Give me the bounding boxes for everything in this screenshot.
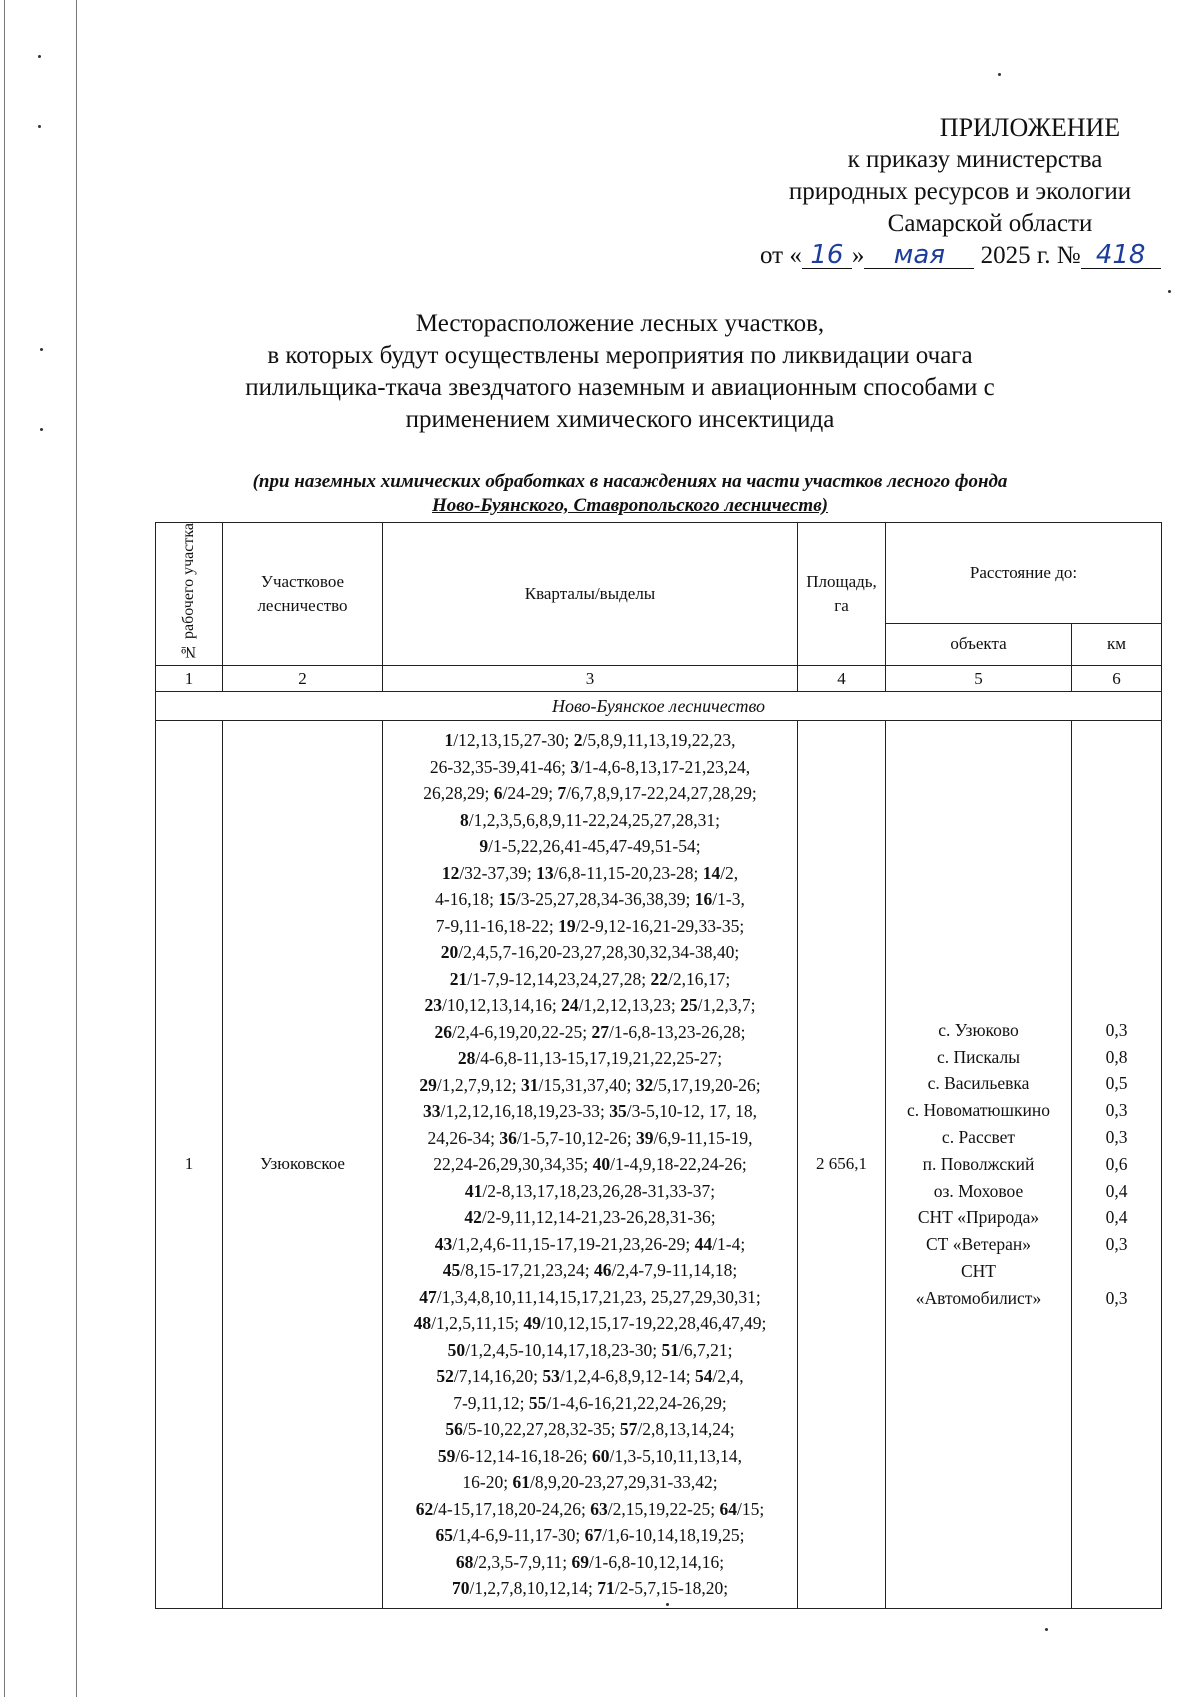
column-number: 4 [798,666,886,692]
column-number-row [156,666,1162,692]
table-row [156,721,1162,1609]
quarters-line: 65/1,4-6,9-11,17-30; 67/1,6-10,14,18,19,25; [435,1525,745,1546]
object-item: СНТ «Природа» [917,1207,1040,1228]
header-km: км [1072,623,1162,665]
km-item: 0,8 [1105,1046,1128,1067]
object-item: с. Пискалы [937,1046,1020,1067]
object-item: с. Узюково [938,1019,1019,1040]
object-item: «Автомобилист» [915,1287,1042,1308]
quarters-line: 43/1,2,4,6-11,15-17,19-21,23,26-29; 44/1-4; [434,1233,746,1254]
order-number-handwritten: 418 [1081,242,1161,269]
column-number: 3 [383,666,798,692]
order-year-number-label: 2025 г. № [980,242,1081,269]
quarters-line: 20/2,4,5,7-16,20-23,27,28,30,32,34-38,40; [440,942,740,963]
order-date-prefix: от « [760,242,802,269]
plot-number: 1 [156,721,223,1609]
objects-list [886,721,1072,1609]
column-number: 2 [223,666,383,692]
header-plot-number-text: № рабочего участка [180,523,197,661]
header-district: Участковое лесничество [223,523,383,666]
header-area: Площадь, га [798,523,886,666]
quarters-line: 7-9,11-16,18-22; 19/2-9,12-16,21-29,33-35; [435,915,745,936]
appendix-line-order: к приказу министерства [847,146,1103,173]
scan-speck [40,348,43,351]
quarters-line: 7-9,11,12; 55/1-4,6-16,21,22,24-26,29; [453,1392,727,1413]
quarters-line: 45/8,15-17,21,23,24; 46/2,4-7,9-11,14,18; [442,1260,738,1281]
object-item: с. Рассвет [941,1127,1016,1148]
km-item: 0,6 [1105,1153,1128,1174]
quarters-line: 41/2-8,13,17,18,23,26,28-31,33-37; [464,1180,716,1201]
order-month-handwritten: мая [864,242,974,269]
forest-plots-table [155,522,1162,1609]
km-item: 0,3 [1105,1019,1128,1040]
quarters-line: 26,28,29; 6/24-29; 7/6,7,8,9,17-22,24,27,28,29; [423,783,757,804]
quarters-line: 26/2,4-6,19,20,22-25; 27/1-6,8-13,23-26,28; [434,1021,746,1042]
km-item: 0,3 [1105,1127,1128,1148]
header-distance: Расстояние до: [886,523,1162,624]
km-item: 0,3 [1105,1287,1128,1308]
object-item: СНТ [961,1261,996,1282]
quarters-line: 56/5-10,22,27,28,32-35; 57/2,8,13,14,24; [445,1419,735,1440]
group-forestry-name: Ново-Буянское лесничество [156,692,1162,721]
scan-speck [38,125,41,128]
heading-line: в которых будут осуществлены мероприятия по ликвидации очага [267,342,973,369]
object-item: СТ «Ветеран» [926,1234,1031,1255]
object-item: с. Новоматюшкино [907,1100,1050,1121]
document-subheading [150,470,1110,518]
scan-speck [1045,1628,1048,1631]
scan-speck [998,73,1001,76]
appendix-title: ПРИЛОЖЕНИЕ [939,113,1121,142]
km-item: 0,4 [1105,1180,1128,1201]
quarters-line: 59/6-12,14-16,18-26; 60/1,3-5,10,11,13,14, [437,1445,743,1466]
order-day-handwritten: 16 [802,242,852,269]
quarters-line: 4-16,18; 15/3-25,27,28,34-36,38,39; 16/1-3, [435,889,745,910]
km-item: 0,4 [1105,1207,1128,1228]
quarters-line: 23/10,12,13,14,16; 24/1,2,12,13,23; 25/1,2,3,7; [424,995,756,1016]
subheading-line: (при наземных химических обработках в насаждениях на части участков лесного фонда [252,471,1008,492]
km-item: 0,3 [1105,1234,1128,1255]
quarters-line: 28/4-6,8-11,13-15,17,19,21,22,25-27; [457,1048,723,1069]
quarters-line: 47/1,3,4,8,10,11,14,15,17,21,23, 25,27,29,30,31; [419,1286,761,1307]
quarters-list [383,721,798,1609]
quarters-line: 1/12,13,15,27-30; 2/5,8,9,11,13,19,22,23, [444,730,736,751]
object-item: оз. Моховое [933,1180,1024,1201]
quarters-line: 24,26-34; 36/1-5,7-10,12-26; 39/6,9-11,15-19, [427,1127,753,1148]
quarters-line: 52/7,14,16,20; 53/1,2,4-6,8,9,12-14; 54/2,4, [436,1366,744,1387]
scan-border-inner [76,0,77,1697]
quarters-line: 21/1-7,9-12,14,23,24,27,28; 22/2,16,17; [449,968,731,989]
quarters-line: 26-32,35-39,41-46; 3/1-4,6-8,13,17-21,23,24, [429,756,751,777]
column-number: 6 [1072,666,1162,692]
scan-speck [1168,290,1171,293]
quarters-line: 29/1,2,7,9,12; 31/15,31,37,40; 32/5,17,19,20-26; [419,1074,761,1095]
object-item: п. Поволжский [922,1153,1035,1174]
quarters-line: 70/1,2,7,8,10,12,14; 71/2-5,7,15-18,20; [451,1578,729,1599]
quarters-line: 22,24-26,29,30,34,35; 40/1-4,9,18-22,24-26; [433,1154,747,1175]
appendix-block [700,112,1200,272]
quarters-line: 68/2,3,5-7,9,11; 69/1-6,8-10,12,14,16; [455,1551,725,1572]
subheading-line: Ново-Буянского, Ставропольского лесничеств) [431,495,829,516]
document-heading [180,308,1060,436]
header-row [156,523,1162,624]
order-date-line [700,240,1200,272]
appendix-line-ministry: природных ресурсов и экологии [788,178,1132,205]
column-number: 5 [886,666,1072,692]
quarters-line: 16-20; 61/8,9,20-23,27,29,31-33,42; [462,1472,718,1493]
quarters-line: 12/32-37,39; 13/6,8-11,15-20,23-28; 14/2, [441,862,739,883]
km-item: 0,3 [1105,1100,1128,1121]
quarters-line: 8/1,2,3,5,6,8,9,11-22,24,25,27,28,31; [460,809,720,830]
quarters-line: 33/1,2,12,16,18,19,23-33; 35/3-5,10-12, 17, 18, [423,1101,757,1122]
scan-speck [38,55,41,58]
quarters-line: 42/2-9,11,12,14-21,23-26,28,31-36; [464,1207,716,1228]
km-list [1072,721,1162,1609]
scan-border-left [4,0,5,1697]
area-value: 2 656,1 [798,721,886,1609]
quarters-line: 62/4-15,17,18,20-24,26; 63/2,15,19,22-25; 64/15; [415,1498,765,1519]
header-plot-number [156,523,223,666]
object-item: с. Васильевка [927,1073,1030,1094]
km-item [1072,1258,1161,1285]
quarters-line: 50/1,2,4,5-10,14,17,18,23-30; 51/6,7,21; [447,1339,733,1360]
column-number: 1 [156,666,223,692]
order-date-quote: » [851,242,865,269]
group-row [156,692,1162,721]
heading-line: Месторасположение лесных участков, [415,310,825,337]
quarters-line: 48/1,2,5,11,15; 49/10,12,15,17-19,22,28,46,47,49; [413,1313,767,1334]
header-object: объекта [886,623,1072,665]
heading-line: применением химического инсектицида [405,406,835,433]
scan-speck [40,428,43,431]
district-name: Узюковское [223,721,383,1609]
header-quarters: Кварталы/выделы [383,523,798,666]
appendix-line-region: Самарской области [887,210,1093,237]
quarters-line: 9/1-5,22,26,41-45,47-49,51-54; [479,836,701,857]
heading-line: пилильщика-ткача звездчатого наземным и авиационным способами с [245,374,995,401]
km-item: 0,5 [1105,1073,1128,1094]
